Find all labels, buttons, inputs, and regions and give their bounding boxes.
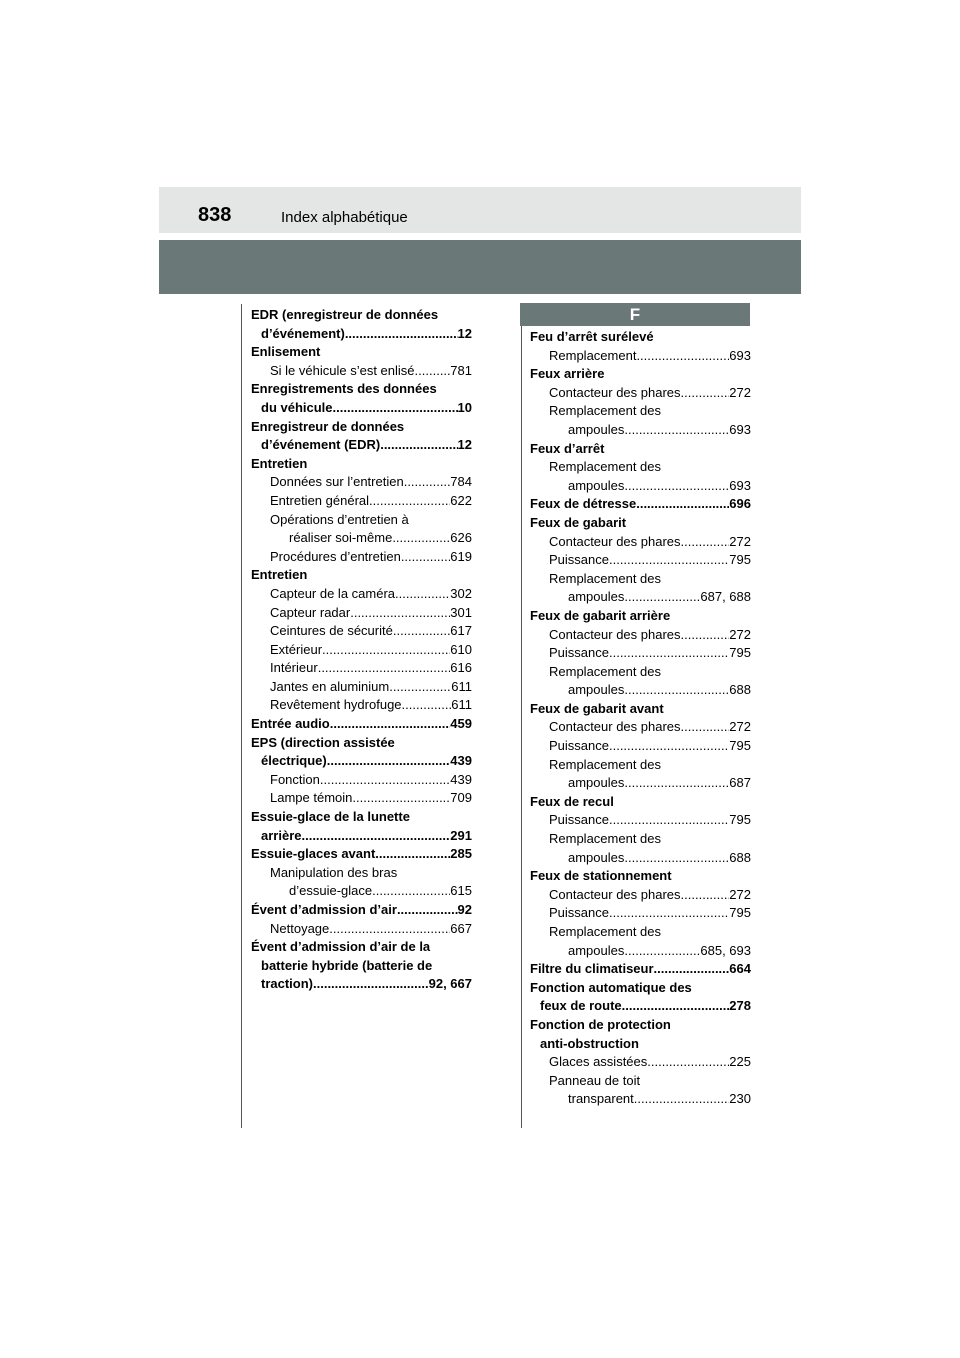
index-entry-text: Remplacement (549, 347, 637, 363)
index-entry-text: Feux de détresse (530, 496, 637, 512)
middle-column-rule (521, 304, 522, 1128)
dot-leader (681, 886, 730, 905)
header-band (159, 187, 801, 233)
index-entry (530, 365, 751, 384)
index-page-ref[interactable]: 615 (450, 883, 472, 899)
index-entry-text: Enregistrements des données (251, 381, 437, 397)
index-page-ref[interactable]: 225 (729, 1054, 751, 1070)
index-entry-text: Contacteur des phares (549, 384, 681, 400)
dot-leader (609, 811, 729, 830)
index-entry-text: anti-obstruction (540, 1035, 639, 1051)
index-entry (251, 566, 472, 585)
dot-leader (313, 975, 429, 994)
index-entry-text: Fonction de protection (530, 1016, 671, 1032)
index-page-ref[interactable]: 795 (729, 905, 751, 921)
dot-leader (681, 718, 730, 737)
index-page-ref[interactable]: 784 (450, 474, 472, 490)
index-column-right (530, 328, 751, 1109)
index-entry (251, 938, 472, 957)
index-page-ref[interactable]: 272 (729, 384, 751, 400)
index-entry-text: Remplacement des (549, 831, 661, 847)
index-entry-text: Remplacement des (549, 459, 661, 475)
index-entry (251, 827, 472, 846)
index-entry (251, 845, 472, 864)
index-entry-text: batterie hybride (batterie de (261, 957, 433, 973)
index-page-ref[interactable]: 619 (450, 548, 472, 564)
index-entry (530, 514, 751, 533)
index-entry (251, 808, 472, 827)
index-entry-text: Entretien (251, 455, 308, 471)
dot-leader (681, 626, 730, 645)
index-entry (530, 533, 751, 552)
index-entry-text: Fonction (270, 771, 320, 787)
index-entry (530, 663, 751, 682)
index-entry-text: Contacteur des phares (549, 533, 681, 549)
index-entry-text: Capteur radar (270, 604, 351, 620)
index-entry (251, 641, 472, 660)
index-entry (251, 343, 472, 362)
index-entry-text: Entretien général (270, 492, 370, 508)
dot-leader (322, 641, 450, 660)
dot-leader (350, 604, 450, 623)
index-entry-text: Feux de recul (530, 793, 614, 809)
index-entry (251, 864, 472, 883)
index-page-ref[interactable]: 616 (450, 660, 472, 676)
index-page-ref[interactable]: 12 (457, 325, 472, 341)
index-page-ref[interactable]: 687, 688 (700, 589, 751, 605)
index-entry-text: d’événement) (261, 325, 345, 341)
index-entry (251, 306, 472, 325)
index-entry-text: réaliser soi-même (289, 530, 393, 546)
index-page-ref[interactable]: 795 (729, 738, 751, 754)
index-entry (251, 399, 472, 418)
index-entry (530, 811, 751, 830)
dot-leader (392, 529, 450, 548)
index-entry-text: Si le véhicule s’est enlisé (270, 362, 415, 378)
index-page-ref[interactable]: 685, 693 (700, 942, 751, 958)
index-entry-text: électrique) (261, 753, 327, 769)
index-page-ref[interactable]: 611 (451, 697, 472, 713)
index-page-ref[interactable]: 795 (729, 812, 751, 828)
index-entry (530, 904, 751, 923)
index-entry (251, 511, 472, 530)
dot-leader (624, 681, 729, 700)
index-entry (530, 421, 751, 440)
index-entry-text: Feux de stationnement (530, 868, 672, 884)
index-entry-text: Puissance (549, 905, 609, 921)
index-entry-text: Glaces assistées (549, 1054, 648, 1070)
index-entry-text: ampoules (568, 477, 625, 493)
index-entry (251, 492, 472, 511)
index-entry (530, 849, 751, 868)
index-entry (530, 570, 751, 589)
index-entry (251, 622, 472, 641)
dot-leader (681, 384, 730, 403)
index-page-ref[interactable]: 688 (729, 849, 751, 865)
index-entry (530, 793, 751, 812)
dot-leader (330, 715, 451, 734)
section-letter-tab: F (520, 303, 750, 326)
index-entry-text: Procédures d’entretien (270, 548, 401, 564)
dot-leader (395, 585, 450, 604)
index-page-ref[interactable]: 693 (729, 347, 751, 363)
index-page-ref[interactable]: 272 (729, 719, 751, 735)
index-entry-text: Feux de gabarit arrière (530, 607, 671, 623)
index-entry-text: Puissance (549, 645, 609, 661)
index-entry (530, 458, 751, 477)
index-entry (530, 607, 751, 626)
index-entry (251, 325, 472, 344)
index-entry (251, 882, 472, 901)
dot-leader (333, 399, 458, 418)
index-entry (251, 455, 472, 474)
index-entry (530, 718, 751, 737)
index-page-ref[interactable]: 272 (729, 626, 751, 642)
dot-leader (375, 845, 450, 864)
page-number: 838 (198, 204, 232, 226)
index-entry (251, 585, 472, 604)
index-entry (251, 473, 472, 492)
index-entry-text: Opérations d’entretien à (270, 511, 409, 527)
index-entry-text: transparent (568, 1091, 634, 1107)
index-page-ref[interactable]: 272 (729, 533, 751, 549)
index-entry-text: Panneau de toit (549, 1072, 641, 1088)
dot-leader (345, 325, 458, 344)
index-column-left (251, 306, 472, 994)
index-page-ref[interactable]: 781 (450, 362, 472, 378)
index-entry-text: traction) (261, 976, 313, 992)
index-entry (251, 362, 472, 381)
dot-leader (647, 1053, 729, 1072)
index-entry (530, 737, 751, 756)
index-entry (530, 384, 751, 403)
dot-leader (624, 477, 729, 496)
index-entry (530, 1053, 751, 1072)
dot-leader (654, 960, 730, 979)
index-entry-text: Lampe témoin (270, 790, 353, 806)
index-page-ref[interactable]: 795 (729, 645, 751, 661)
dot-leader (622, 997, 730, 1016)
dot-leader (380, 436, 457, 455)
index-entry-text: ampoules (568, 849, 625, 865)
index-entry (530, 700, 751, 719)
left-column-rule (241, 304, 242, 1128)
index-entry-text: ampoules (568, 589, 625, 605)
index-entry-text: Feux arrière (530, 366, 605, 382)
index-entry-text: Feux de gabarit avant (530, 700, 664, 716)
index-page-ref[interactable]: 12 (457, 437, 472, 453)
index-page-ref[interactable]: 272 (729, 886, 751, 902)
index-entry-text: Manipulation des bras (270, 864, 398, 880)
index-entry (251, 734, 472, 753)
dot-leader (401, 548, 450, 567)
index-entry (530, 402, 751, 421)
dot-leader (389, 678, 451, 697)
index-entry (530, 1016, 751, 1035)
dot-leader (372, 882, 450, 901)
index-entry-text: Fonction automatique des (530, 979, 692, 995)
index-entry-text: Entrée audio (251, 716, 330, 732)
index-entry-text: Capteur de la caméra (270, 585, 396, 601)
dot-leader (318, 659, 451, 678)
index-page-ref[interactable]: 439 (450, 771, 472, 787)
dot-leader (636, 347, 729, 366)
index-entry-text: Remplacement des (549, 924, 661, 939)
dot-leader (320, 771, 450, 790)
index-entry (530, 774, 751, 793)
dot-leader (636, 495, 729, 514)
index-entry (530, 960, 751, 979)
index-entry (251, 604, 472, 623)
index-page-ref[interactable]: 10 (457, 399, 472, 415)
index-entry (251, 659, 472, 678)
index-page-ref[interactable]: 92 (457, 902, 472, 917)
index-entry-text: Filtre du climatiseur (530, 961, 654, 977)
index-entry-text: Ceintures de sécurité (270, 623, 393, 639)
index-entry-text: du véhicule (261, 399, 333, 415)
index-entry (530, 1072, 751, 1091)
index-page-ref[interactable]: 230 (729, 1091, 751, 1107)
index-entry (530, 1090, 751, 1109)
dot-leader (624, 942, 700, 961)
index-entry-text: Revêtement hydrofuge (270, 697, 402, 713)
index-entry-text: EPS (direction assistée (251, 734, 395, 750)
index-entry-text: Contacteur des phares (549, 719, 681, 735)
index-entry-text: Puissance (549, 552, 609, 568)
dot-leader (301, 827, 450, 846)
index-entry (530, 756, 751, 775)
dot-leader (609, 904, 729, 923)
index-entry (251, 715, 472, 734)
index-entry-text: Données sur l’entretien (270, 474, 404, 490)
index-entry (251, 678, 472, 697)
index-entry-text: arrière (261, 827, 302, 843)
index-entry-text: Intérieur (270, 660, 318, 676)
dot-leader (681, 533, 730, 552)
index-entry (530, 626, 751, 645)
index-entry-text: Remplacement des (549, 403, 661, 419)
index-page-ref[interactable]: 611 (451, 678, 472, 694)
index-entry (530, 942, 751, 961)
index-page-ref[interactable]: 617 (450, 623, 472, 639)
index-entry-text: Évent d’admission d’air (251, 902, 397, 917)
index-page-ref[interactable]: 696 (729, 496, 751, 512)
index-page-ref[interactable]: 622 (450, 492, 472, 508)
index-entry-text: Puissance (549, 812, 609, 828)
index-entry (251, 529, 472, 548)
index-entry-text: Remplacement des (549, 663, 661, 679)
index-entry-text: Jantes en aluminium (270, 678, 390, 694)
index-entry (251, 901, 472, 920)
index-entry (530, 551, 751, 570)
index-entry (530, 347, 751, 366)
index-entry (251, 418, 472, 437)
index-page-ref[interactable]: 626 (450, 530, 472, 546)
index-entry-text: Enregistreur de données (251, 418, 405, 434)
index-entry-text: Entretien (251, 567, 308, 583)
dot-leader (369, 492, 450, 511)
index-page-ref[interactable]: 688 (729, 682, 751, 698)
index-entry (251, 436, 472, 455)
dot-leader (393, 622, 450, 641)
index-entry-text: d’événement (EDR) (261, 437, 381, 453)
index-entry-text: ampoules (568, 682, 625, 698)
index-entry-text: Contacteur des phares (549, 626, 681, 642)
index-entry-text: Enlisement (251, 344, 321, 360)
index-entry (251, 789, 472, 808)
index-entry (530, 997, 751, 1016)
index-entry-text: Évent d’admission d’air de la (251, 939, 431, 955)
index-entry-text: ampoules (568, 942, 625, 958)
index-entry (530, 979, 751, 998)
index-entry (530, 1035, 751, 1054)
index-entry-text: Essuie-glace de la lunette (251, 809, 410, 825)
index-entry (530, 588, 751, 607)
dot-leader (397, 901, 458, 920)
dot-leader (634, 1090, 730, 1109)
index-page-ref[interactable]: 285 (450, 846, 472, 862)
section-band (159, 240, 801, 294)
index-entry (530, 328, 751, 347)
index-entry (530, 644, 751, 663)
index-entry-text: Remplacement des (549, 570, 661, 586)
index-entry-text: d’essuie-glace (289, 883, 373, 899)
dot-leader (609, 551, 729, 570)
dot-leader (609, 737, 729, 756)
index-page-ref[interactable]: 439 (450, 753, 472, 769)
index-page-ref[interactable]: 301 (450, 604, 472, 620)
index-entry-text: feux de route (540, 998, 622, 1014)
index-page-ref[interactable]: 459 (450, 716, 472, 732)
index-entry (251, 975, 472, 994)
index-entry (530, 495, 751, 514)
index-entry (251, 920, 472, 939)
index-page-ref[interactable]: 693 (729, 477, 751, 493)
index-entry (251, 380, 472, 399)
index-entry-text: EDR (enregistreur de données (251, 307, 439, 322)
index-entry (251, 752, 472, 771)
index-page-ref[interactable]: 302 (450, 585, 472, 601)
index-entry-text: Nettoyage (270, 920, 330, 936)
index-entry-text: ampoules (568, 775, 625, 791)
index-entry-text: Contacteur des phares (549, 886, 681, 902)
index-page-ref[interactable]: 687 (729, 775, 751, 791)
index-entry-text: Puissance (549, 738, 609, 754)
index-page-ref[interactable]: 667 (450, 920, 472, 936)
index-entry-text: Remplacement des (549, 756, 661, 772)
index-entry-text: Feux d’arrêt (530, 440, 605, 456)
index-entry (251, 696, 472, 715)
index-page-ref[interactable]: 795 (729, 552, 751, 568)
index-entry-text: Extérieur (270, 641, 323, 657)
index-entry-text: Feux de gabarit (530, 514, 627, 530)
index-entry (530, 477, 751, 496)
dot-leader (624, 774, 729, 793)
index-page-ref[interactable]: 709 (450, 790, 472, 806)
index-entry (251, 548, 472, 567)
dot-leader (402, 696, 452, 715)
index-entry-text: Feu d’arrêt surélevé (530, 329, 654, 344)
index-page-ref[interactable]: 278 (729, 998, 751, 1014)
index-page-ref[interactable]: 664 (729, 961, 751, 977)
index-entry (251, 957, 472, 976)
dot-leader (404, 473, 451, 492)
dot-leader (352, 789, 450, 808)
index-page-ref[interactable]: 92, 667 (428, 976, 472, 992)
index-page-ref[interactable]: 610 (450, 641, 472, 657)
index-entry-text: Essuie-glaces avant (251, 846, 376, 862)
index-entry (530, 886, 751, 905)
index-entry-text: ampoules (568, 421, 625, 437)
dot-leader (624, 588, 700, 607)
dot-leader (624, 421, 729, 440)
index-page-ref[interactable]: 693 (729, 421, 751, 437)
page-title: Index alphabétique (281, 209, 408, 226)
index-entry (530, 830, 751, 849)
dot-leader (329, 920, 450, 939)
index-entry (251, 771, 472, 790)
dot-leader (415, 362, 451, 381)
index-entry (530, 867, 751, 886)
index-entry (530, 923, 751, 942)
index-entry (530, 440, 751, 459)
dot-leader (327, 752, 451, 771)
dot-leader (609, 644, 729, 663)
index-entry (530, 681, 751, 700)
dot-leader (624, 849, 729, 868)
index-page-ref[interactable]: 291 (450, 827, 472, 843)
